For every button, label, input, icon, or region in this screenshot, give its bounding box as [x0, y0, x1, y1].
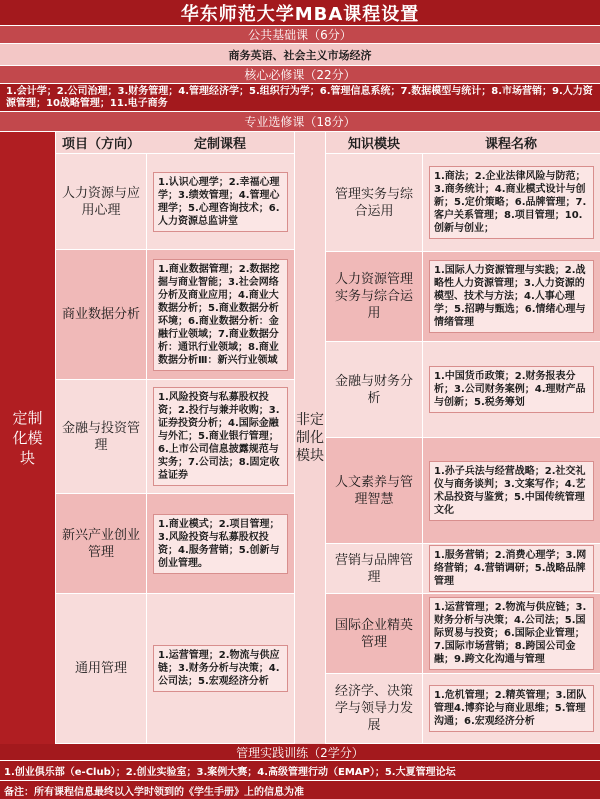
right-row-courses: 1.运营管理；2.物流与供应链；3.财务分析与决策；4.公司法；5.国际贸易与投资；6.国际企业管理；7.国际市场营销；8.跨国公司金融；9.跨文化沟通与管理	[422, 594, 600, 674]
left-row-courses: 1.商业数据管理；2.数据挖掘与商业智能；3.社会网络分析及商业应用；4.商业大数据分析；5.商业数据分析环境；6.商业数据分析：金融行业领域；7.商业数据分析：通讯行业领域；8.商业数据分析Ⅲ：新兴行业领域	[146, 250, 294, 380]
left-row-name: 商业数据分析	[56, 250, 146, 380]
left-row-name: 通用管理	[56, 594, 146, 744]
right-row-courses: 1.服务营销；2.消费心理学；3.网络营销；4.营销调研；5.战略品牌管理	[422, 544, 600, 594]
right-row-courses: 1.危机管理；2.精英管理；3.团队管理4.博弈论与商业思维；5.管理沟通；6.宏观经济分析	[422, 674, 600, 744]
right-row-name: 人力资源管理实务与综合运用	[326, 252, 422, 342]
left-row-courses: 1.风险投资与私募股权投资；2.投行与兼并收购；3.证券投资分析；4.国际金融与外汇；5.商业银行管理；6.上市公司信息披露规范与实务；7.公司法；8.固定收益证券	[146, 380, 294, 494]
core-section-header: 核心必修课（22分）	[0, 66, 600, 84]
column-header-course-name: 课程名称	[422, 132, 600, 154]
left-row-courses: 1.认识心理学；2.幸福心理学；3.绩效管理；4.管理心理学；5.心理咨询技术；6.人力资源总监讲堂	[146, 154, 294, 250]
left-row-name: 新兴产业创业管理	[56, 494, 146, 594]
right-row-courses: 1.商法；2.企业法律风险与防范；3.商务统计；4.商业模式设计与创新；5.定价策略；6.品牌管理；7.客户关系管理；8.项目管理；10.创新与创业；	[422, 154, 600, 252]
right-row-name: 管理实务与综合运用	[326, 154, 422, 252]
general-courses: 商务英语、社会主义市场经济	[0, 44, 600, 66]
left-row-name: 金融与投资管理	[56, 380, 146, 494]
practice-section-header: 管理实践训练（2学分）	[0, 744, 600, 761]
right-row-courses: 1.中国货币政策；2.财务报表分析；3.公司财务案例；4.理财产品与创新；5.税务筹划	[422, 342, 600, 438]
right-row-courses: 1.孙子兵法与经营战略；2.社交礼仪与商务谈判；3.文案写作；4.艺术品投资与鉴赏；5.中国传统管理文化	[422, 438, 600, 544]
general-section-header: 公共基础课（6分）	[0, 26, 600, 44]
right-row-name: 国际企业精英管理	[326, 594, 422, 674]
right-row-name: 人文素养与管理智慧	[326, 438, 422, 544]
page-title: 华东师范大学MBA课程设置	[0, 0, 600, 26]
column-header-custom-courses: 定制课程	[146, 132, 294, 154]
customized-module-label: 定制化模块	[0, 132, 56, 744]
column-header-knowledge-module: 知识模块	[326, 132, 422, 154]
noncustomized-module-label: 非定制化模块	[294, 132, 326, 744]
column-header-direction: 项目（方向）	[56, 132, 146, 154]
practice-courses: 1.创业俱乐部（e-Club）；2.创业实验室；3.案例大赛；4.高级管理行动（EMAP）；5.大夏管理论坛	[0, 761, 600, 781]
right-row-name: 金融与财务分析	[326, 342, 422, 438]
left-row-courses: 1.运营管理；2.物流与供应链；3.财务分析与决策；4.公司法；5.宏观经济分析	[146, 594, 294, 744]
left-row-courses: 1.商业模式；2.项目管理；3.风险投资与私募股权投资；4.服务营销；5.创新与创业管理。	[146, 494, 294, 594]
left-row-name: 人力资源与应用心理	[56, 154, 146, 250]
footnote: 备注：所有课程信息最终以入学时领到的《学生手册》上的信息为准	[0, 781, 600, 799]
right-row-name: 经济学、决策学与领导力发展	[326, 674, 422, 744]
elective-section-header: 专业选修课（18分）	[0, 112, 600, 132]
core-courses: 1.会计学；2.公司治理；3.财务管理；4.管理经济学；5.组织行为学；6.管理信息系统；7.数据模型与统计；8.市场营销；9.人力资源管理；10战略管理；11.电子商务	[0, 84, 600, 112]
right-row-courses: 1.国际人力资源管理与实践；2.战略性人力资源管理；3.人力资源的模型、技术与方法；4.人事心理学；5.招聘与甄选；6.情绪心理与情绪管理	[422, 252, 600, 342]
right-row-name: 营销与品牌管理	[326, 544, 422, 594]
